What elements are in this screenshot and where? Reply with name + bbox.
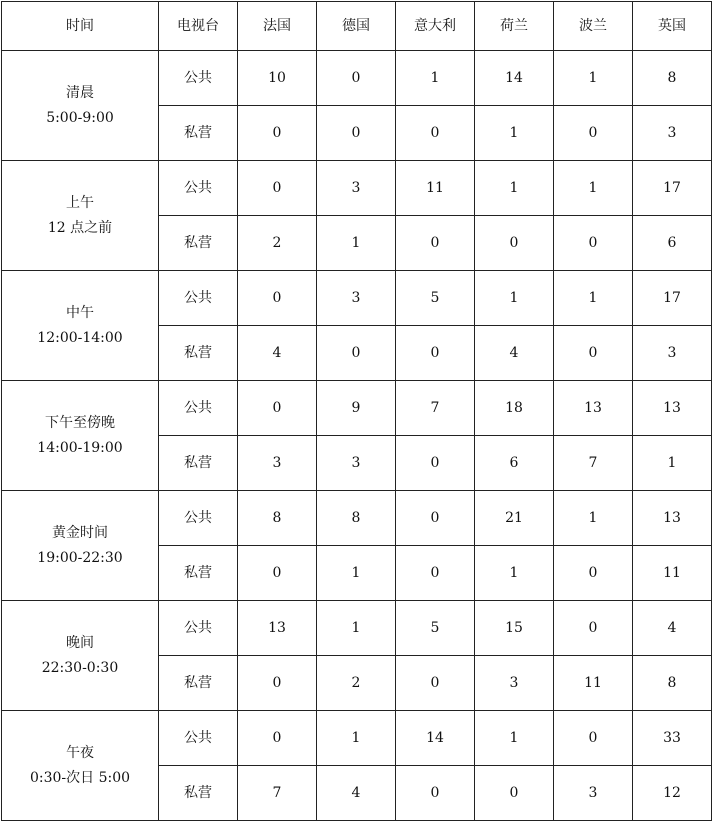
count-cell: 8 — [633, 51, 712, 106]
period-name: 上午 — [66, 194, 94, 211]
count-cell: 0 — [317, 106, 396, 161]
channel-type-cell: 公共 — [159, 161, 238, 216]
period-name: 晚间 — [66, 634, 94, 651]
table-row — [2, 51, 712, 106]
channel-type-cell: 公共 — [159, 601, 238, 656]
count-cell: 21 — [475, 491, 554, 546]
channel-type-cell: 公共 — [159, 711, 238, 766]
period-name: 下午至傍晚 — [45, 414, 115, 431]
period-range: 14:00-19:00 — [37, 439, 123, 456]
table-row — [2, 381, 712, 436]
count-cell: 3 — [475, 656, 554, 711]
channel-type-cell: 私营 — [159, 766, 238, 821]
period-name: 黄金时间 — [52, 524, 108, 541]
count-cell: 4 — [317, 766, 396, 821]
channel-type-cell: 私营 — [159, 216, 238, 271]
count-cell: 2 — [238, 216, 317, 271]
count-cell: 0 — [554, 711, 633, 766]
count-cell: 4 — [238, 326, 317, 381]
channel-type-cell: 公共 — [159, 271, 238, 326]
count-cell: 0 — [554, 601, 633, 656]
count-cell: 14 — [396, 711, 475, 766]
count-cell: 11 — [396, 161, 475, 216]
count-cell: 3 — [238, 436, 317, 491]
period-name: 中午 — [66, 304, 94, 321]
count-cell: 0 — [554, 106, 633, 161]
count-cell: 0 — [317, 51, 396, 106]
period-name: 清晨 — [66, 84, 94, 101]
period-range: 5:00-9:00 — [46, 109, 114, 126]
count-cell: 0 — [396, 766, 475, 821]
count-cell: 0 — [396, 216, 475, 271]
count-cell: 1 — [396, 51, 475, 106]
period-range: 12 点之前 — [47, 219, 113, 236]
count-cell: 0 — [475, 216, 554, 271]
count-cell: 11 — [554, 656, 633, 711]
count-cell: 13 — [238, 601, 317, 656]
table-row — [2, 711, 712, 766]
count-cell: 15 — [475, 601, 554, 656]
count-cell: 11 — [633, 546, 712, 601]
period-range: 12:00-14:00 — [37, 329, 123, 346]
count-cell: 33 — [633, 711, 712, 766]
time-period-cell — [2, 271, 159, 381]
table-row — [2, 271, 712, 326]
count-cell: 4 — [633, 601, 712, 656]
count-cell: 5 — [396, 601, 475, 656]
count-cell: 0 — [238, 656, 317, 711]
count-cell: 1 — [554, 161, 633, 216]
count-cell: 0 — [396, 106, 475, 161]
time-period-cell — [2, 381, 159, 491]
count-cell: 0 — [238, 161, 317, 216]
period-range: 22:30-0:30 — [41, 659, 119, 676]
count-cell: 1 — [475, 106, 554, 161]
count-cell: 0 — [238, 271, 317, 326]
channel-type-cell: 公共 — [159, 51, 238, 106]
count-cell: 0 — [396, 326, 475, 381]
channel-type-cell: 私营 — [159, 326, 238, 381]
count-cell: 6 — [475, 436, 554, 491]
channel-type-cell: 公共 — [159, 491, 238, 546]
count-cell: 17 — [633, 271, 712, 326]
broadcast-schedule-table — [1, 1, 712, 821]
count-cell: 7 — [554, 436, 633, 491]
count-cell: 7 — [238, 766, 317, 821]
count-cell: 1 — [554, 271, 633, 326]
channel-type-cell: 私营 — [159, 546, 238, 601]
channel-type-cell: 私营 — [159, 436, 238, 491]
header-country-italy: 意大利 — [396, 2, 475, 51]
count-cell: 0 — [238, 711, 317, 766]
count-cell: 3 — [633, 106, 712, 161]
time-period-cell — [2, 161, 159, 271]
period-range: 19:00-22:30 — [37, 549, 123, 566]
count-cell: 3 — [317, 436, 396, 491]
count-cell: 1 — [317, 216, 396, 271]
count-cell: 0 — [475, 766, 554, 821]
header-row — [2, 2, 712, 51]
header-country-uk: 英国 — [633, 2, 712, 51]
channel-type-cell: 私营 — [159, 106, 238, 161]
count-cell: 1 — [554, 491, 633, 546]
count-cell: 18 — [475, 381, 554, 436]
channel-type-cell: 私营 — [159, 656, 238, 711]
count-cell: 0 — [238, 546, 317, 601]
count-cell: 7 — [396, 381, 475, 436]
header-country-netherlands: 荷兰 — [475, 2, 554, 51]
count-cell: 0 — [554, 546, 633, 601]
time-period-cell — [2, 601, 159, 711]
count-cell: 1 — [475, 546, 554, 601]
count-cell: 12 — [633, 766, 712, 821]
count-cell: 1 — [475, 711, 554, 766]
count-cell: 8 — [633, 656, 712, 711]
header-country-france: 法国 — [238, 2, 317, 51]
header-channel: 电视台 — [159, 2, 238, 51]
header-country-germany: 德国 — [317, 2, 396, 51]
count-cell: 0 — [396, 436, 475, 491]
count-cell: 0 — [396, 656, 475, 711]
count-cell: 0 — [317, 326, 396, 381]
count-cell: 1 — [633, 436, 712, 491]
count-cell: 8 — [317, 491, 396, 546]
count-cell: 13 — [633, 381, 712, 436]
count-cell: 3 — [554, 766, 633, 821]
count-cell: 0 — [396, 491, 475, 546]
header-country-poland: 波兰 — [554, 2, 633, 51]
count-cell: 13 — [554, 381, 633, 436]
table-row — [2, 601, 712, 656]
table-row — [2, 491, 712, 546]
count-cell: 6 — [633, 216, 712, 271]
count-cell: 13 — [633, 491, 712, 546]
count-cell: 5 — [396, 271, 475, 326]
table-body — [2, 51, 712, 821]
period-name: 午夜 — [66, 744, 94, 761]
time-period-cell — [2, 491, 159, 601]
count-cell: 10 — [238, 51, 317, 106]
count-cell: 1 — [317, 601, 396, 656]
count-cell: 1 — [475, 161, 554, 216]
channel-type-cell: 公共 — [159, 381, 238, 436]
count-cell: 3 — [317, 271, 396, 326]
header-time: 时间 — [2, 2, 159, 51]
count-cell: 4 — [475, 326, 554, 381]
count-cell: 0 — [554, 326, 633, 381]
time-period-cell — [2, 51, 159, 161]
time-period-cell — [2, 711, 159, 821]
count-cell: 0 — [238, 381, 317, 436]
period-range: 0:30-次日 5:00 — [29, 769, 131, 786]
count-cell: 3 — [633, 326, 712, 381]
count-cell: 2 — [317, 656, 396, 711]
table-row — [2, 161, 712, 216]
count-cell: 8 — [238, 491, 317, 546]
count-cell: 0 — [396, 546, 475, 601]
count-cell: 14 — [475, 51, 554, 106]
count-cell: 1 — [317, 546, 396, 601]
count-cell: 17 — [633, 161, 712, 216]
count-cell: 1 — [317, 711, 396, 766]
count-cell: 0 — [554, 216, 633, 271]
table-header — [2, 2, 712, 51]
count-cell: 0 — [238, 106, 317, 161]
count-cell: 3 — [317, 161, 396, 216]
count-cell: 1 — [475, 271, 554, 326]
count-cell: 1 — [554, 51, 633, 106]
count-cell: 9 — [317, 381, 396, 436]
